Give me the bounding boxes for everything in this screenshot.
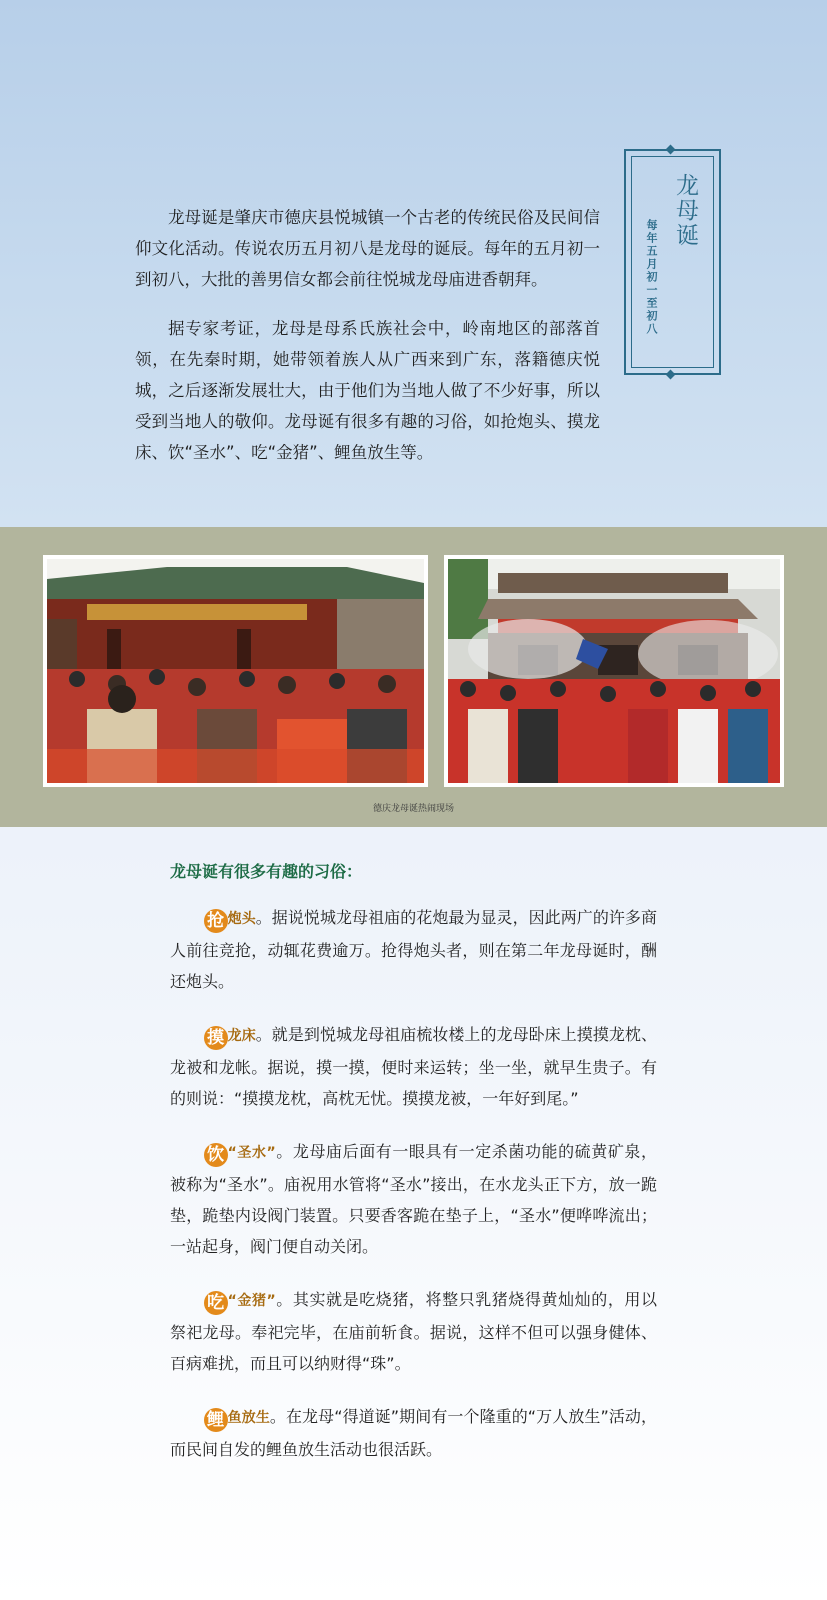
photo-temple-crowd-left — [43, 555, 428, 787]
custom-badge: 摸 — [204, 1026, 228, 1050]
custom-badge: 吃 — [204, 1291, 228, 1315]
page-title: 龙母诞 — [672, 173, 698, 248]
custom-badge: 饮 — [204, 1143, 228, 1167]
custom-badge: 鲤 — [204, 1408, 228, 1432]
title-frame — [624, 149, 721, 375]
custom-paragraph — [170, 1136, 657, 1262]
custom-text: 。其实就是吃烧猪，将整只乳猪烧得黄灿灿的，用以祭祀龙母。奉祀完毕，在庙前斩食。据说，这样不但可以强身健体、百病难扰，而且可以纳财得“珠”。 — [170, 1290, 657, 1373]
customs-section — [170, 859, 657, 1487]
custom-item — [170, 1284, 657, 1379]
intro-paragraph-2: 据专家考证，龙母是母系氏族社会中，岭南地区的部落首领，在先秦时期，她带领着族人从广西来到广东，落籍德庆悦城，之后逐渐发展壮大，由于他们为当地人做了不少好事，所以受到当地人的敬仰。龙母诞有很多有趣的习俗，如抢炮头、摸龙床、饮“圣水”、吃“金猪”、鲤鱼放生等。 — [135, 319, 600, 462]
custom-keyword: 鱼放生 — [227, 1410, 270, 1426]
custom-keyword: “圣水” — [227, 1145, 276, 1161]
custom-keyword: 龙床 — [227, 1028, 256, 1044]
custom-item — [170, 1136, 657, 1262]
customs-heading: 龙母诞有很多有趣的习俗： — [170, 862, 363, 881]
photo-caption: 德庆龙母诞热闹现场 — [372, 804, 454, 814]
custom-paragraph — [170, 1284, 657, 1379]
custom-keyword: 炮头 — [227, 911, 256, 927]
custom-badge: 抢 — [204, 909, 228, 933]
custom-item — [170, 1019, 657, 1114]
custom-paragraph — [170, 1401, 657, 1465]
custom-keyword: “金猪” — [227, 1293, 276, 1309]
custom-paragraph — [170, 902, 657, 997]
custom-text: 。据说悦城龙母祖庙的花炮最为显灵，因此两广的许多商人前往竞抢，动辄花费逾万。抢得炮头者，则在第二年龙母诞时，酬还炮头。 — [170, 908, 657, 991]
custom-text: 。在龙母“得道诞”期间有一个隆重的“万人放生”活动，而民间自发的鲤鱼放生活动也很活跃。 — [170, 1407, 657, 1459]
custom-item — [170, 902, 657, 997]
intro-text — [135, 202, 600, 486]
custom-text: 。就是到悦城龙母祖庙梳妆楼上的龙母卧床上摸摸龙枕、龙被和龙帐。据说，摸一摸，便时来运转；坐一坐，就早生贵子。有的则说：“摸摸龙枕，高枕无忧。摸摸龙被，一年好到尾。” — [170, 1025, 657, 1108]
photo-temple-crowd-right-image — [448, 559, 780, 783]
photo-temple-crowd-left-image — [47, 559, 424, 783]
page-subtitle: 每年五月初一至初八 — [645, 219, 658, 336]
intro-paragraph-1: 龙母诞是肇庆市德庆县悦城镇一个古老的传统民俗及民间信仰文化活动。传说农历五月初八是龙母的诞辰。每年的五月初一到初八，大批的善男信女都会前往悦城龙母庙进香朝拜。 — [135, 208, 600, 289]
custom-text: 。龙母庙后面有一眼具有一定杀菌功能的硫黄矿泉，被称为“圣水”。庙祝用水管将“圣水”接出，在水龙头正下方，放一跪垫，跪垫内设阀门装置。只要香客跪在垫子上，“圣水”便哗哗流出；一站起身，阀门便自动关闭。 — [170, 1142, 657, 1256]
custom-paragraph — [170, 1019, 657, 1114]
photo-temple-crowd-right — [444, 555, 784, 787]
custom-item — [170, 1401, 657, 1465]
